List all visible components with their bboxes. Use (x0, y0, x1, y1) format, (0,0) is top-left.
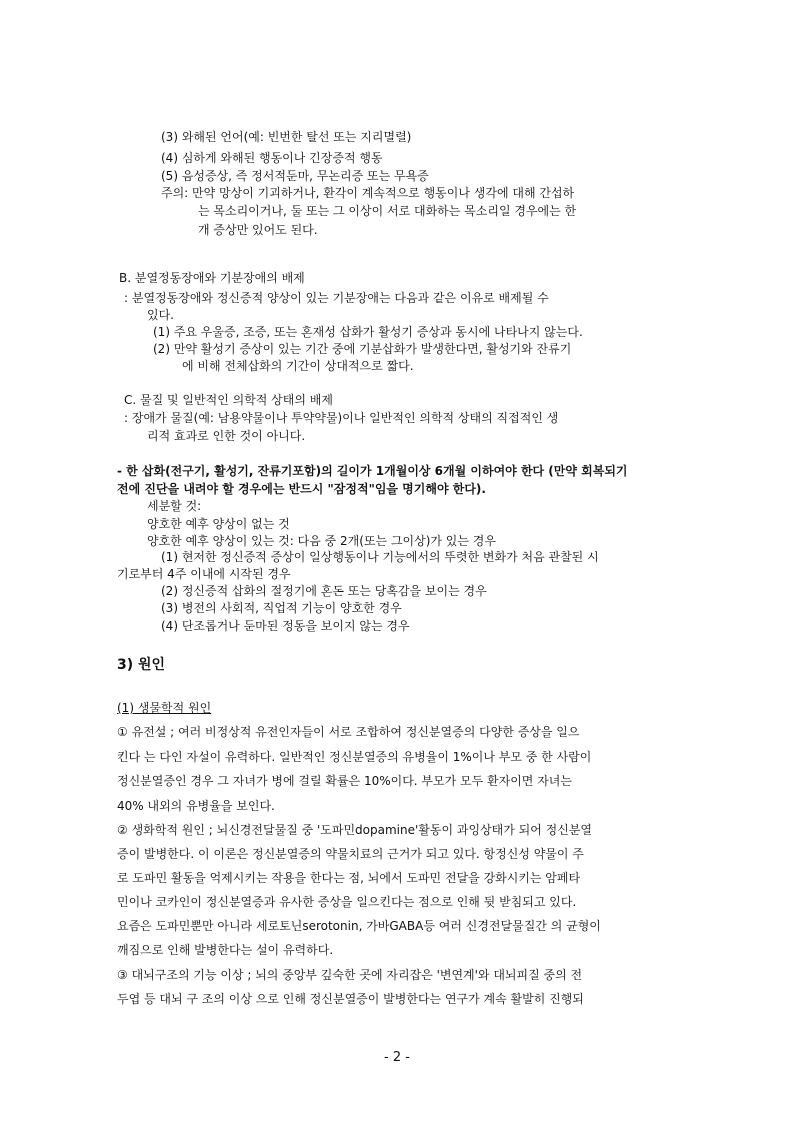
section-b-item-2: (2) 만약 활성기 증상이 있는 기간 중에 기분삽화가 발생한다면, 활성기와 잔류기 (153, 342, 572, 356)
subtype-line-6: (3) 병전의 사회적, 직업적 기능이 양호한 경우 (161, 601, 402, 615)
cause-paragraph-line: 킨다 는 다인 자설이 유력하다. 일반적인 정신분열증의 유병율이 1%이나 부모 중 한 사람이 (117, 750, 592, 764)
subtype-line-2: 양호한 예후 양상이 있는 것: 다음 중 2개(또는 그이상)가 있는 경우 (147, 534, 496, 548)
subtype-heading: 세분할 것: (147, 499, 202, 513)
subtype-line-4: 기로부터 4주 이내에 시작된 경우 (117, 567, 291, 581)
subtype-line-7: (4) 단조롭거나 둔마된 정동을 보이지 않는 경우 (161, 619, 410, 633)
cause-paragraph-line: 두엽 등 대뇌 구 조의 이상 으로 인해 정신분열증이 발병한다는 연구가 계속 활발히 진행되 (117, 992, 584, 1006)
duration-note-line-2: 전에 진단을 내려야 할 경우에는 반드시 "잠정적"임을 명기해야 한다). (117, 482, 486, 496)
sub-heading-biological: (1) 생물학적 원인 (117, 701, 212, 715)
section-b-desc-2: 있다. (147, 308, 174, 322)
section-c-title: C. 물질 및 일반적인 의학적 상태의 배제 (124, 393, 333, 407)
duration-note-line-1: - 한 삽화(전구기, 활성기, 잔류기포함)의 길이가 1개월이상 6개월 이하여야 한다 (만약 회복되기 (117, 464, 628, 478)
criteria-note-line-3: 개 증상만 있어도 된다. (198, 223, 318, 237)
page-number: - 2 - (384, 1050, 410, 1065)
cause-paragraph-line: 깨짐으로 인해 발병한다는 설이 유력하다. (117, 943, 334, 957)
cause-paragraph-line: 민이나 코카인이 정신분열증과 유사한 증상을 일으킨다는 점으로 인해 뒷 받침되고 있다. (117, 895, 577, 909)
criteria-note-line-2: 는 목소리이거나, 둘 또는 그 이상이 서로 대화하는 목소리일 경우에는 한 (198, 204, 577, 218)
subtype-line-5: (2) 정신증적 삽화의 절정기에 혼돈 또는 당혹감을 보이는 경우 (161, 584, 487, 598)
cause-paragraph-line: ③ 대뇌구조의 기능 이상 ; 뇌의 중앙부 깊숙한 곳에 자리잡은 '변연계'와 대뇌피질 중의 전 (117, 968, 583, 982)
section-c-desc-2: 리적 효과로 인한 것이 아니다. (147, 429, 306, 443)
cause-paragraph-line: 정신분열증인 경우 그 자녀가 병에 걸릴 확률은 10%이다. 부모가 모두 환자이면 자녀는 (117, 774, 572, 788)
subtype-line-1: 양호한 예후 양상이 없는 것 (147, 517, 290, 531)
cause-paragraph-line: 증이 발병한다. 이 이론은 정신분열증의 약물치료의 근거가 되고 있다. 항정신성 약물이 주 (117, 847, 584, 861)
section-b-desc-1: : 분열정동장애와 정신증적 양상이 있는 기분장애는 다음과 같은 이유로 배제될 수 (124, 291, 549, 305)
section-heading-cause: 3) 원인 (117, 657, 166, 673)
cause-paragraph-line: 로 도파민 활동을 억제시키는 작용을 한다는 점, 뇌에서 도파민 전달을 강화시키는 암페타 (117, 871, 581, 885)
criteria-item-5: (5) 음성증상, 즉 정서적둔마, 무논리증 또는 무욕증 (161, 169, 429, 183)
subtype-line-3: (1) 현저한 정신증적 증상이 일상행동이나 기능에서의 뚜렷한 변화가 처음 관찰된 시 (161, 550, 599, 564)
criteria-item-3: (3) 와해된 언어(예: 빈번한 탈선 또는 지리멸렬) (161, 130, 412, 144)
cause-paragraph-line: 요즘은 도파민뿐만 아니라 세로토닌serotonin, 가바GABA등 여러 신경전달물질간 의 균형이 (117, 919, 601, 933)
criteria-note-line-1: 주의: 만약 망상이 기괴하거나, 환각이 계속적으로 행동이나 생각에 대해 간섭하 (161, 186, 575, 200)
section-b-item-1: (1) 주요 우울증, 조증, 또는 혼재성 삽화가 활성기 증상과 동시에 나타나지 않는다. (153, 325, 583, 339)
criteria-item-4: (4) 심하게 와해된 행동이나 긴장증적 행동 (161, 151, 383, 165)
section-b-title: B. 분열정동장애와 기분장애의 배제 (119, 271, 305, 285)
section-c-desc-1: : 장애가 물질(예: 남용약물이나 투약약물)이나 일반적인 의학적 상태의 직접적인 생 (124, 411, 559, 425)
section-b-item-2-cont: 에 비해 전체삽화의 기간이 상대적으로 짧다. (182, 359, 414, 373)
cause-paragraph-line: 40% 내외의 유병율을 보인다. (117, 799, 275, 813)
cause-paragraph-line: ① 유전설 ; 여러 비정상적 유전인자들이 서로 조합하여 정신분열증의 다양한 증상을 일으 (117, 725, 580, 739)
cause-paragraph-line: ② 생화학적 원인 ; 뇌신경전달물질 중 '도파민dopamine'활동이 과잉상태가 되어 정신분열 (117, 823, 593, 837)
